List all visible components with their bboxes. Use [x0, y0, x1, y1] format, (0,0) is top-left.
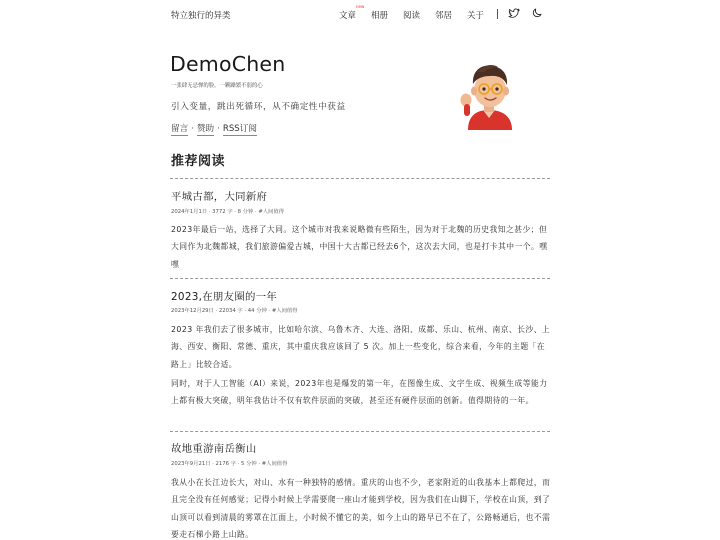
post-title[interactable]: 平城古都，大同新府	[171, 191, 268, 203]
nav-articles[interactable]: 文章	[339, 11, 357, 21]
sponsor-link[interactable]: 赞助	[196, 124, 215, 134]
nav-reading[interactable]: 阅读	[403, 11, 421, 21]
post-meta: 2023年12月29日 · 22034 字 · 44 分钟 · #人间值得	[171, 308, 298, 314]
post-meta: 2023年9月21日 · 2176 字 · 5 分钟 · #人间值得	[171, 461, 288, 467]
moon-icon[interactable]	[531, 7, 543, 19]
motto: 引入变量，跳出死循环，从不确定性中获益	[171, 102, 346, 112]
post-excerpt: 2023 年我们去了很多城市，比如哈尔滨、乌鲁木齐、大连、洛阳、成都、乐山、杭州、南京、长沙、上海、西安、衡阳、常德、重庆，其中重庆我应该回了 5 次。加上一些变化，综合来看，今年的主题「在路上」比较合适。	[171, 325, 551, 369]
nav-about[interactable]: 关于	[467, 11, 485, 21]
post-excerpt: 我从小在长江边长大，对山、水有一种独特的感情。重庆的山也不少，老家附近的山我基本上都爬过，而且完全没有任何感觉；记得小时候上学需要爬一座山才能到学校，因为我们在山脚下，学校在山顶，到了山顶可以看到清晨的雾罩在江面上，小时候不懂它的美，如今上山的路早已不在了，公路畅通后，也不需要走石梯小路上山路。	[171, 478, 551, 539]
post-title[interactable]: 故地重游南岳衡山	[171, 443, 257, 455]
link-separator: ·	[191, 124, 194, 134]
post-divider	[170, 278, 550, 279]
top-navigation-bar	[0, 0, 720, 30]
post-excerpt: 同时，对于人工智能（AI）来说，2023年也是爆发的第一年，在图像生成、文字生成、视频生成等能力上都有极大突破，明年我估计不仅有软件层面的突破，甚至还有硬件层面的创新。值得期待的一年。	[171, 379, 548, 406]
new-badge: new	[356, 4, 365, 9]
twitter-icon[interactable]	[508, 7, 520, 19]
guestbook-link[interactable]: 留言	[171, 124, 189, 134]
section-title-recommended: 推荐阅读	[171, 154, 226, 169]
nav-album[interactable]: 相册	[371, 11, 389, 21]
post-meta: 2024年1月1日 · 3772 字 · 8 分钟 · #人间值得	[171, 209, 284, 215]
post-excerpt: 2023年最后一站，选择了大同。这个城市对我来说略微有些陌生，因为对于北魏的历史我知之甚少；但大同作为北魏都城，我们旅游偏爱古城，中国十大古都已经去6个，这次去大同，也是打卡其中一个。嘿嘿	[171, 225, 548, 269]
post-divider	[170, 178, 550, 179]
rss-link[interactable]: RSS订阅	[222, 124, 257, 134]
link-separator: ·	[217, 124, 220, 134]
post-divider	[170, 431, 550, 432]
site-title[interactable]: 特立独行的异类	[171, 11, 231, 21]
avatar	[456, 60, 522, 130]
nav-neighbors[interactable]: 邻居	[435, 11, 453, 21]
post-title[interactable]: 2023,在朋友圈的一年	[171, 291, 278, 303]
brand-name: DemoChen	[170, 52, 286, 76]
tagline: 一张肆无忌惮的脸，一颗躁繁不弱的心	[171, 83, 263, 89]
nav-divider	[497, 9, 498, 19]
hero-links	[171, 122, 257, 134]
